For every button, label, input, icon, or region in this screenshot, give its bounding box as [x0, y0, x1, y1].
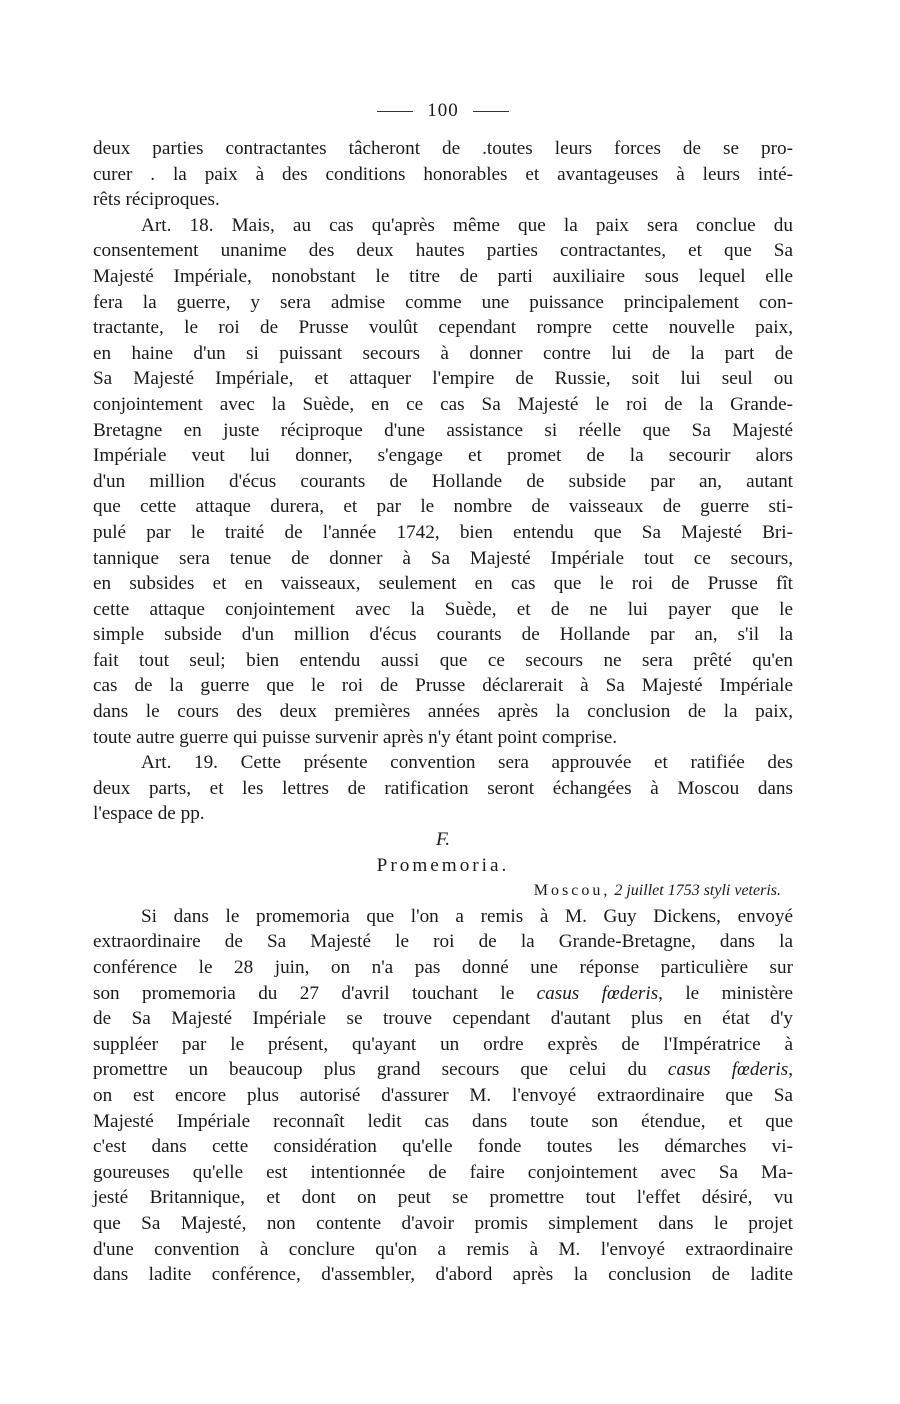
- page-number: 100: [427, 100, 459, 121]
- text-line: deux parts, et les lettres de ratification seront échangées à Moscou dans: [93, 777, 793, 799]
- text-line: dans le cours des deux premières années après la conclusion de la paix,: [93, 701, 793, 723]
- text-line: d'une convention à conclure qu'on a remis à M. l'envoyé extraordinaire: [93, 1238, 793, 1260]
- text-line: cas de la guerre que le roi de Prusse déclarerait à Sa Majesté Impériale: [93, 675, 793, 697]
- text-line: fera la guerre, y sera admise comme une puissance principalement con-: [93, 291, 793, 313]
- dateline-date: 2 juillet 1753 styli veteris.: [614, 882, 781, 900]
- text-line: deux parties contractantes tâcheront de .toutes leurs forces de se pro-: [93, 138, 793, 159]
- text-line: l'espace de pp.: [93, 803, 205, 825]
- text-line: conférence le 28 juin, on n'a pas donné une réponse particulière sur: [93, 957, 793, 978]
- text-line: rêts réciproques.: [93, 189, 220, 211]
- text-line: que Sa Majesté, non contente d'avoir promis simplement dans le projet: [93, 1212, 793, 1234]
- text-line: Majesté Impériale reconnaît ledit cas dans toute son étendue, et que: [93, 1110, 793, 1132]
- text-line: de Sa Majesté Impériale se trouve cependant d'autant plus en état d'y: [93, 1008, 793, 1030]
- text-line: fait tout seul; bien entendu aussi que ce secours ne sera prêté qu'en: [93, 649, 793, 671]
- text-line: jesté Britannique, et dont on peut se promettre tout l'effet désiré, vu: [93, 1187, 793, 1209]
- text-line: Art. 18. Mais, au cas qu'après même que la paix sera conclue du: [141, 214, 793, 236]
- text-line: que cette attaque durera, et par le nombre de vaisseaux de guerre sti-: [93, 496, 793, 518]
- dateline: [93, 878, 793, 904]
- text-line: pulé par le traité de l'année 1742, bien entendu que Sa Majesté Bri-: [93, 521, 793, 543]
- header-dash-left: [377, 111, 413, 112]
- text-line: simple subside d'un million d'écus courants de Hollande par an, s'il la: [93, 624, 793, 646]
- section-title: Promemoria.: [376, 854, 510, 876]
- text-line: dans ladite conférence, d'assembler, d'abord après la conclusion de ladite: [93, 1264, 793, 1286]
- page-body: [93, 136, 793, 1288]
- text-line: son promemoria du 27 d'avril touchant le casus fœderis, le ministère: [93, 982, 793, 1004]
- text-line: Majesté Impériale, nonobstant le titre de parti auxiliaire sous lequel elle: [93, 265, 793, 287]
- text-line: Impériale veut lui donner, s'engage et promet de la secourir alors: [93, 445, 793, 467]
- text-line: Art. 19. Cette présente convention sera approuvée et ratifiée des: [141, 752, 793, 774]
- page: [93, 96, 793, 1288]
- text-line: Bretagne en juste réciproque d'une assistance si réelle que Sa Majesté: [93, 419, 793, 441]
- text-line: conjointement avec la Suède, en ce cas Sa Majesté le roi de la Grande-: [93, 393, 793, 415]
- text-block-before-section: [93, 136, 793, 827]
- section-letter: F.: [435, 829, 451, 851]
- header-dash-right: [473, 111, 509, 112]
- text-line: toute autre guerre qui puisse survenir après n'y étant point comprise.: [93, 726, 618, 748]
- text-line: consentement unanime des deux hautes parties contractantes, et que Sa: [93, 240, 793, 262]
- text-line: promettre un beaucoup plus grand secours que celui du casus fœderis,: [93, 1059, 793, 1081]
- page-header: [93, 96, 793, 126]
- text-line: curer . la paix à des conditions honorables et avantageuses à leurs inté-: [93, 163, 793, 185]
- text-line: on est encore plus autorisé d'assurer M. l'envoyé extraordinaire que Sa: [93, 1084, 793, 1106]
- text-line: tractante, le roi de Prusse voulût cependant rompre cette nouvelle paix,: [93, 317, 793, 339]
- text-line: en haine d'un si puissant secours à donner contre lui de la part de: [93, 342, 793, 364]
- text-line: tannique sera tenue de donner à Sa Majesté Impériale tout ce secours,: [93, 547, 793, 569]
- text-line: cette attaque conjointement avec la Suède, et de ne lui payer que le: [93, 598, 793, 620]
- text-line: suppléer par le présent, qu'ayant un ordre exprès de l'Impératrice à: [93, 1033, 793, 1055]
- text-line: goureuses qu'elle est intentionnée de faire conjointement avec Sa Ma-: [93, 1161, 793, 1183]
- text-line: extraordinaire de Sa Majesté le roi de la Grande-Bretagne, dans la: [93, 931, 793, 953]
- text-block-after-section: [93, 904, 793, 1288]
- text-line: en subsides et en vaisseaux, seulement en cas que le roi de Prusse fît: [93, 573, 793, 595]
- text-line: Si dans le promemoria que l'on a remis à M. Guy Dickens, envoyé: [141, 905, 793, 927]
- text-line: Sa Majesté Impériale, et attaquer l'empire de Russie, soit lui seul ou: [93, 368, 793, 390]
- text-line: d'un million d'écus courants de Hollande de subside par an, autant: [93, 470, 793, 492]
- dateline-place: Moscou,: [533, 882, 611, 900]
- text-line: c'est dans cette considération qu'elle fonde toutes les démarches vi-: [93, 1136, 793, 1158]
